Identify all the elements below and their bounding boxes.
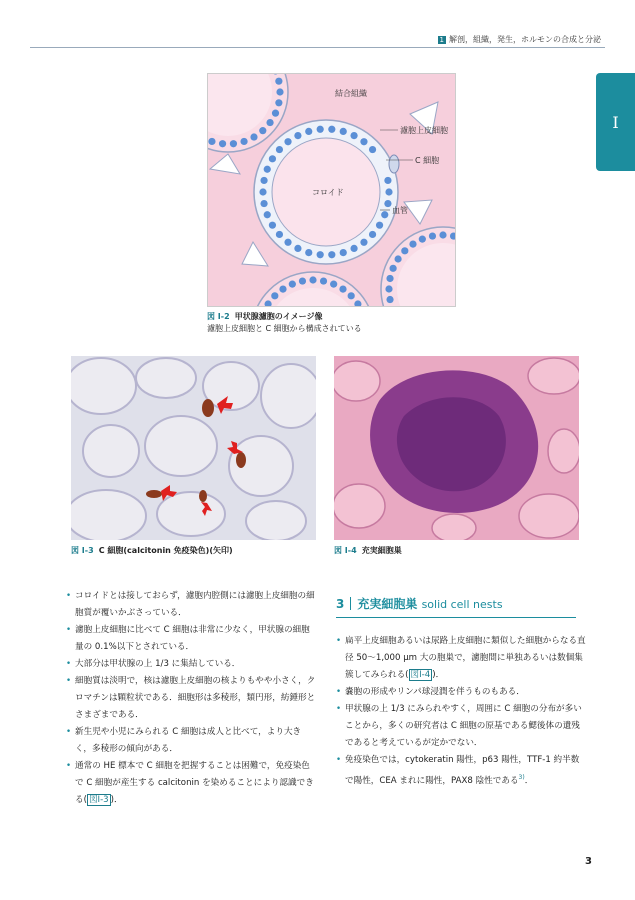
- cell-nucleus: [269, 222, 276, 229]
- cell-nucleus: [369, 231, 376, 238]
- cell-nucleus: [260, 177, 267, 184]
- cell-nucleus: [305, 128, 312, 135]
- cell-nucleus: [429, 232, 436, 239]
- cell-nucleus: [384, 200, 391, 207]
- cell-nucleus: [376, 222, 383, 229]
- list-item-tail: ．: [524, 775, 534, 786]
- list-item-tail: )．: [432, 670, 445, 680]
- figure3-caption: [71, 545, 233, 556]
- citation-superscript[interactable]: 3): [518, 774, 525, 781]
- cell-nucleus: [390, 265, 397, 272]
- figure-reference-link[interactable]: 図I-4: [410, 670, 431, 680]
- list-item-text: 免疫染色では，cytokeratin 陽性，p63 陽性，TTF-1 約半数で陽性，CEA まれに陽性，PAX8 陰性である: [345, 755, 580, 786]
- cell-nucleus: [340, 249, 347, 256]
- list-item: • 嚢胞の形成やリンパ球浸潤を伴うものもある．: [336, 684, 586, 701]
- figure2-title: 甲状腺濾胞のイメージ像: [234, 312, 323, 321]
- cell-nucleus: [264, 211, 271, 218]
- cell-nucleus: [299, 277, 306, 284]
- cell-nucleus: [208, 138, 215, 145]
- cell-nucleus: [305, 249, 312, 256]
- cell-nucleus: [360, 239, 367, 246]
- list-item-tail: )．: [110, 795, 123, 805]
- cell-nucleus: [317, 251, 324, 258]
- cell-nucleus: [279, 286, 286, 293]
- figure3-title: C 細胞(calcitonin 免疫染色)(矢印): [98, 546, 233, 555]
- list-item: • 大部分は甲状腺の上 1/3 に集結している．: [66, 656, 316, 673]
- section-number: 3: [336, 597, 345, 611]
- cell-nucleus: [317, 126, 324, 133]
- figure3-ihc-photo: [71, 356, 316, 540]
- cell-nucleus: [276, 146, 283, 153]
- chapter-number: 1: [439, 36, 444, 44]
- figure4-caption: [334, 545, 402, 556]
- figure3-label: 図 I-3: [71, 546, 94, 555]
- heading-divider: [350, 597, 351, 610]
- section-heading: [336, 595, 576, 612]
- cell-nucleus: [269, 155, 276, 162]
- figure-thyroid-follicle-diagram: [207, 73, 456, 307]
- list-item: [336, 633, 586, 684]
- figure2-subtitle: 濾胞上皮細胞と C 細胞から構成されている: [207, 324, 362, 333]
- cell-nucleus: [284, 239, 291, 246]
- header-rule: [30, 47, 605, 48]
- cell-nucleus: [360, 138, 367, 145]
- cell-nucleus: [259, 188, 266, 195]
- cell-nucleus: [419, 236, 426, 243]
- list-item: • 細胞質は淡明で，核は濾胞上皮細胞の核よりもやや小さく，クロマチンは顆粒状である．細胞形は多稜形，類円形，紡錘形とさまざまである．: [66, 673, 316, 724]
- list-item-text: 扁平上皮細胞あるいは尿路上皮細胞に類似した細胞からなる直径 50〜1,000 μm 大の胞巣で，濾胞間に単独あるいは数個集簇してみられる(: [345, 636, 586, 680]
- cell-nucleus: [240, 138, 247, 145]
- cell-nucleus: [385, 188, 392, 195]
- follicle-illustration: [208, 74, 455, 306]
- label-follicular-epithelium: 濾胞上皮細胞: [400, 126, 448, 135]
- cell-nucleus: [369, 146, 376, 153]
- cell-nucleus: [276, 231, 283, 238]
- cell-nucleus: [294, 245, 301, 252]
- list-item-text: 通常の HE 標本で C 細胞を把握することは困難で，免疫染色で C 細胞が産生する calcitonin を染めることにより認識できる(: [75, 761, 314, 805]
- right-column: [336, 633, 586, 790]
- section-tab[interactable]: I: [596, 73, 635, 171]
- c-cell: [389, 155, 399, 173]
- label-connective-tissue: 結合組織: [335, 89, 367, 98]
- section-title-en: solid cell nests: [421, 598, 503, 611]
- list-item: • 甲状腺の上 1/3 にみられやすく，周囲に C 細胞の分布が多いことから，多くの研究者は C 細胞の原基である鰓後体の遺残であると考えているが定かでない．: [336, 701, 586, 752]
- cell-nucleus: [350, 132, 357, 139]
- list-item: [336, 752, 586, 790]
- figure-reference-link[interactable]: 図I-3: [88, 795, 109, 805]
- list-item: • コロイドとは接しておらず，濾胞内腔側には濾胞上皮細胞の細胞質が覆いかぶさっている．: [66, 588, 316, 622]
- cell-nucleus: [385, 285, 392, 292]
- section-rule: [336, 617, 576, 618]
- list-item: • 新生児や小児にみられる C 細胞は成人と比べて，より大きく，多稜形の傾向がある．: [66, 724, 316, 758]
- cell-nucleus: [260, 200, 267, 207]
- cell-nucleus: [384, 177, 391, 184]
- cell-nucleus: [275, 78, 282, 85]
- cell-nucleus: [409, 241, 416, 248]
- label-colloid: コロイド: [312, 188, 344, 197]
- cell-nucleus: [401, 247, 408, 254]
- cell-nucleus: [386, 275, 393, 282]
- cell-nucleus: [350, 245, 357, 252]
- cell-nucleus: [272, 110, 279, 117]
- cell-nucleus: [395, 255, 402, 262]
- label-c-cell: C 細胞: [415, 156, 440, 165]
- cell-nucleus: [381, 211, 388, 218]
- cell-nucleus: [439, 231, 446, 238]
- figure4-label: 図 I-4: [334, 546, 357, 555]
- cell-nucleus: [276, 88, 283, 95]
- left-column: [66, 588, 316, 809]
- cell-nucleus: [264, 166, 271, 173]
- cell-nucleus: [348, 292, 355, 299]
- cell-nucleus: [294, 132, 301, 139]
- cell-nucleus: [230, 140, 237, 147]
- page-number: 3: [585, 856, 592, 867]
- label-vessel: 血管: [392, 206, 408, 215]
- cell-nucleus: [266, 119, 273, 126]
- figure4-he-photo: [334, 356, 579, 540]
- cell-nucleus: [328, 251, 335, 258]
- cell-nucleus: [339, 286, 346, 293]
- cell-nucleus: [289, 281, 296, 288]
- cell-nucleus: [309, 276, 316, 283]
- figure2-label: 図 I-2: [207, 312, 230, 321]
- figure4-title: 充実細胞巣: [361, 546, 402, 555]
- cell-nucleus: [330, 281, 337, 288]
- running-header: [438, 34, 601, 45]
- figure2-caption: [207, 311, 362, 335]
- cell-nucleus: [259, 127, 266, 134]
- cell-nucleus: [386, 296, 393, 303]
- section-title-ja: 充実細胞巣: [357, 597, 418, 611]
- cell-nucleus: [320, 277, 327, 284]
- cell-nucleus: [250, 133, 257, 140]
- chapter-title: 解剖，組織，発生，ホルモンの合成と分泌: [449, 35, 601, 44]
- list-item: • 濾胞上皮細胞に比べて C 細胞は非常に少なく，甲状腺の細胞量の 0.1%以下とされている．: [66, 622, 316, 656]
- cell-nucleus: [275, 99, 282, 106]
- cell-nucleus: [219, 140, 226, 147]
- cell-nucleus: [328, 126, 335, 133]
- cell-nucleus: [271, 292, 278, 299]
- cell-nucleus: [340, 128, 347, 135]
- cell-nucleus: [284, 138, 291, 145]
- list-item: [66, 758, 316, 809]
